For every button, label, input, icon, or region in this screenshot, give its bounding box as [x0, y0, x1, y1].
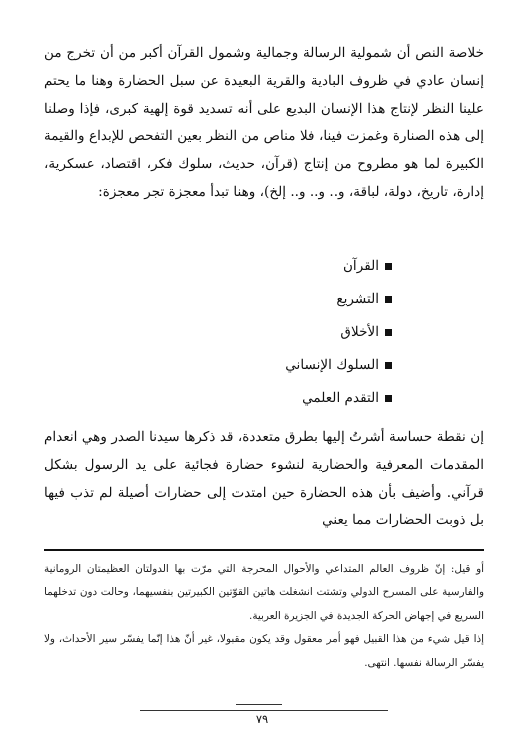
square-bullet-icon — [385, 362, 392, 369]
footnote-text: أو قيل: إنّ ظروف العالم المتداعي والأحوال المحرجة التي مرّت بها الدولتان العظيمتان الرومانية والفارسية على المسرح الدولي وتشتت انشغلت هاتين القوّتين الكبيرتين بنفسيهما، وحالت دون تدخلهما السريع في إجهاض الحركة الجديدة في الجزيرة العربية. — [44, 563, 484, 622]
square-bullet-icon — [385, 263, 392, 270]
intro-paragraph: خلاصة النص أن شمولية الرسالة وجمالية وشمول القرآن أكبر من أن تخرج من إنسان عادي في ظروف البادية والقرية البعيدة عن سبل الحضارة وهنا ما يحتم علينا النظر لإنتاج هذا الإنسان البديع على أنه تسديد قوة إلهية كبرى، فإذا وصلنا إلى هذه الصنارة وغمزت فينا، فلا مناص من النظر بعين التفحص للإبداع والقيمة الكبيرة لما هو مطروح من إنتاج (قرآن، حديث، سلوك فكر، اقتصاد، عسكرية، إدارة، تاريخ، دولة، لباقة، و.. و.. و.. إلخ)، وهنا تبدأ معجزة تجر معجزة: — [44, 45, 484, 200]
list-item-label: التقدم العلمي — [302, 390, 379, 406]
square-bullet-icon — [385, 395, 392, 402]
list-item-label: التشريع — [336, 291, 379, 307]
list-item — [60, 349, 392, 382]
page-number-rule-top — [236, 704, 282, 705]
list-item-label: السلوك الإنساني — [285, 357, 379, 373]
second-paragraph: إن نقطة حساسة أشرتُ إليها بطرق متعددة، قد ذكرها سيدنا الصدر وهي انعدام المقدمات المعرفية والحضارية لنشوء حضارة فجائية على يد الرسول بشكل قرآني. وأضيف بأن هذه الحضارة حين امتدت إلى حضارات أصيلة لم تذب فيها بل ذوبت الحضارات مما يعني — [44, 429, 484, 529]
list-item-label: الأخلاق — [340, 324, 379, 340]
footnote-text: إذا قيل شيء من هذا القبيل فهو أمر معقول وقد يكون مقبولا، غير أنّ هذا إنّما يفسّر سير الأحداث، ولا يفسّر الرسالة نفسها. انتهى. — [44, 633, 484, 669]
list-item — [60, 382, 392, 415]
list-item — [60, 283, 392, 316]
list-item — [60, 250, 392, 283]
page-number-rule — [140, 710, 388, 711]
square-bullet-icon — [385, 329, 392, 336]
footnote-separator — [44, 549, 484, 551]
list-item-label: القرآن — [342, 258, 379, 274]
footnotes — [44, 558, 484, 675]
list-item — [60, 316, 392, 349]
page-number: ٧٩ — [255, 712, 269, 726]
square-bullet-icon — [385, 296, 392, 303]
miracles-list — [60, 250, 392, 415]
